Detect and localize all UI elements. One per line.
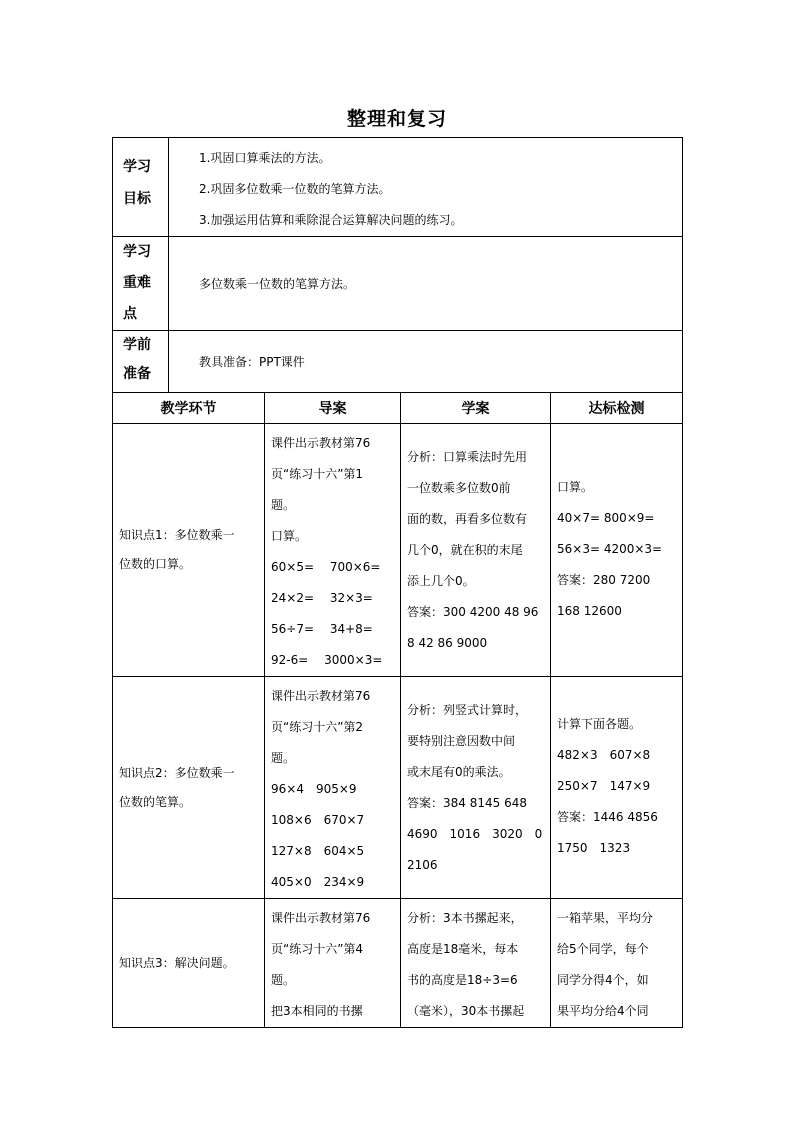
guide-line: 页“练习十六”第2 — [271, 720, 364, 734]
study-line: 4690 1016 3020 0 — [407, 827, 543, 841]
stage-line: 位数的笔算。 — [119, 794, 192, 809]
study-cell — [401, 899, 551, 1028]
study-line: 分析：3本书摞起来， — [407, 911, 523, 925]
check-line: 计算下面各题。 — [557, 717, 642, 731]
study-cell — [401, 424, 551, 677]
check-cell — [551, 899, 683, 1028]
guide-line: 口算。 — [271, 529, 308, 543]
guide-line: 把3本相同的书摞 — [271, 1004, 363, 1018]
guide-line: 405×0 234×9 — [271, 875, 365, 889]
check-line: 答案：1446 4856 — [557, 810, 658, 824]
table-row — [113, 424, 683, 677]
check-line: 482×3 607×8 — [557, 748, 651, 762]
stage-cell — [113, 899, 265, 1028]
study-line: 一位数乘多位数0前 — [407, 481, 511, 495]
guide-line: 课件出示教材第76 — [271, 911, 371, 925]
guide-cell — [265, 424, 401, 677]
objectives-content — [169, 138, 683, 237]
study-cell — [401, 677, 551, 899]
check-line: 口算。 — [557, 480, 594, 494]
guide-line: 题。 — [271, 751, 296, 765]
guide-cell — [265, 899, 401, 1028]
guide-line: 96×4 905×9 — [271, 782, 357, 796]
guide-line: 题。 — [271, 973, 296, 987]
guide-line: 课件出示教材第76 — [271, 689, 371, 703]
stage-line: 知识点2：多位数乘一 — [119, 765, 235, 780]
objective-item: 3.加强运用估算和乘除混合运算解决问题的练习。 — [199, 213, 463, 227]
guide-line: 课件出示教材第76 — [271, 436, 371, 450]
check-line: 给5个同学，每个 — [557, 942, 649, 956]
guide-line: 108×6 670×7 — [271, 813, 365, 827]
table-row — [113, 899, 683, 1028]
guide-line: 56÷7= 34+8= — [271, 622, 373, 636]
study-line: 要特别注意因数中间 — [407, 734, 516, 748]
key-points-text: 多位数乘一位数的笔算方法。 — [169, 237, 683, 331]
column-header-study: 学案 — [401, 393, 551, 424]
study-line: （毫米），30本书摞起 — [407, 1004, 525, 1018]
study-line: 高度是18毫米，每本 — [407, 942, 519, 956]
guide-line: 页“练习十六”第4 — [271, 942, 364, 956]
column-header-stage: 教学环节 — [113, 393, 265, 424]
study-line: 分析：列竖式计算时， — [407, 703, 528, 717]
key-points-label-line: 重难 — [123, 275, 151, 291]
column-header-guide: 导案 — [265, 393, 401, 424]
study-line: 书的高度是18÷3=6 — [407, 973, 518, 987]
study-line: 分析：口算乘法时先用 — [407, 450, 528, 464]
study-line: 8 42 86 9000 — [407, 636, 488, 650]
guide-cell — [265, 677, 401, 899]
study-line: 面的数，再看多位数有 — [407, 512, 528, 526]
check-cell — [551, 677, 683, 899]
key-points-label — [113, 237, 169, 331]
stage-line: 知识点1：多位数乘一 — [119, 528, 235, 542]
guide-line: 24×2= 32×3= — [271, 591, 373, 605]
lesson-plan-table — [112, 137, 683, 1028]
study-line: 答案：300 4200 48 96 — [407, 605, 539, 619]
check-line: 同学分得4个，如 — [557, 973, 649, 987]
objective-item: 2.巩固多位数乘一位数的笔算方法。 — [199, 182, 391, 196]
study-line: 答案：384 8145 648 — [407, 796, 527, 810]
key-points-label-line: 学习 — [123, 244, 151, 260]
objectives-row — [113, 138, 683, 237]
stage-cell — [113, 424, 265, 677]
check-line: 答案：280 7200 — [557, 573, 651, 587]
guide-line: 60×5= 700×6= — [271, 560, 381, 574]
guide-line: 127×8 604×5 — [271, 844, 365, 858]
table-row — [113, 677, 683, 899]
guide-line: 题。 — [271, 498, 296, 512]
column-header-check: 达标检测 — [551, 393, 683, 424]
check-cell — [551, 424, 683, 677]
check-line: 56×3= 4200×3= — [557, 542, 663, 556]
stage-line: 位数的口算。 — [119, 557, 192, 571]
check-line: 168 12600 — [557, 604, 622, 618]
stage-line: 知识点3：解决问题。 — [119, 955, 235, 970]
guide-line: 页“练习十六”第1 — [271, 467, 364, 481]
check-line: 250×7 147×9 — [557, 779, 651, 793]
study-line: 几个0，就在积的末尾 — [407, 543, 523, 557]
column-header-row — [113, 393, 683, 424]
page-title: 整理和复习 — [346, 108, 447, 130]
preparation-label-line: 准备 — [123, 366, 151, 382]
objectives-label-line: 学习 — [123, 159, 151, 175]
preparation-text: 教具准备：PPT课件 — [169, 331, 683, 393]
key-points-label-line: 点 — [123, 306, 137, 322]
study-line: 添上几个0。 — [407, 574, 475, 588]
check-line: 一箱苹果，平均分 — [557, 911, 654, 925]
guide-line: 92-6= 3000×3= — [271, 653, 383, 667]
check-line: 40×7= 800×9= — [557, 511, 655, 525]
preparation-row — [113, 331, 683, 393]
preparation-label-line: 学前 — [123, 337, 151, 353]
key-points-row — [113, 237, 683, 331]
check-line: 果平均分给4个同 — [557, 1004, 649, 1018]
preparation-label — [113, 331, 169, 393]
stage-cell — [113, 677, 265, 899]
study-line: 2106 — [407, 858, 438, 872]
objectives-label-line: 目标 — [123, 191, 151, 207]
study-line: 或末尾有0的乘法。 — [407, 765, 511, 779]
check-line: 1750 1323 — [557, 841, 631, 855]
objectives-label — [113, 138, 169, 237]
objective-item: 1.巩固口算乘法的方法。 — [199, 151, 331, 165]
